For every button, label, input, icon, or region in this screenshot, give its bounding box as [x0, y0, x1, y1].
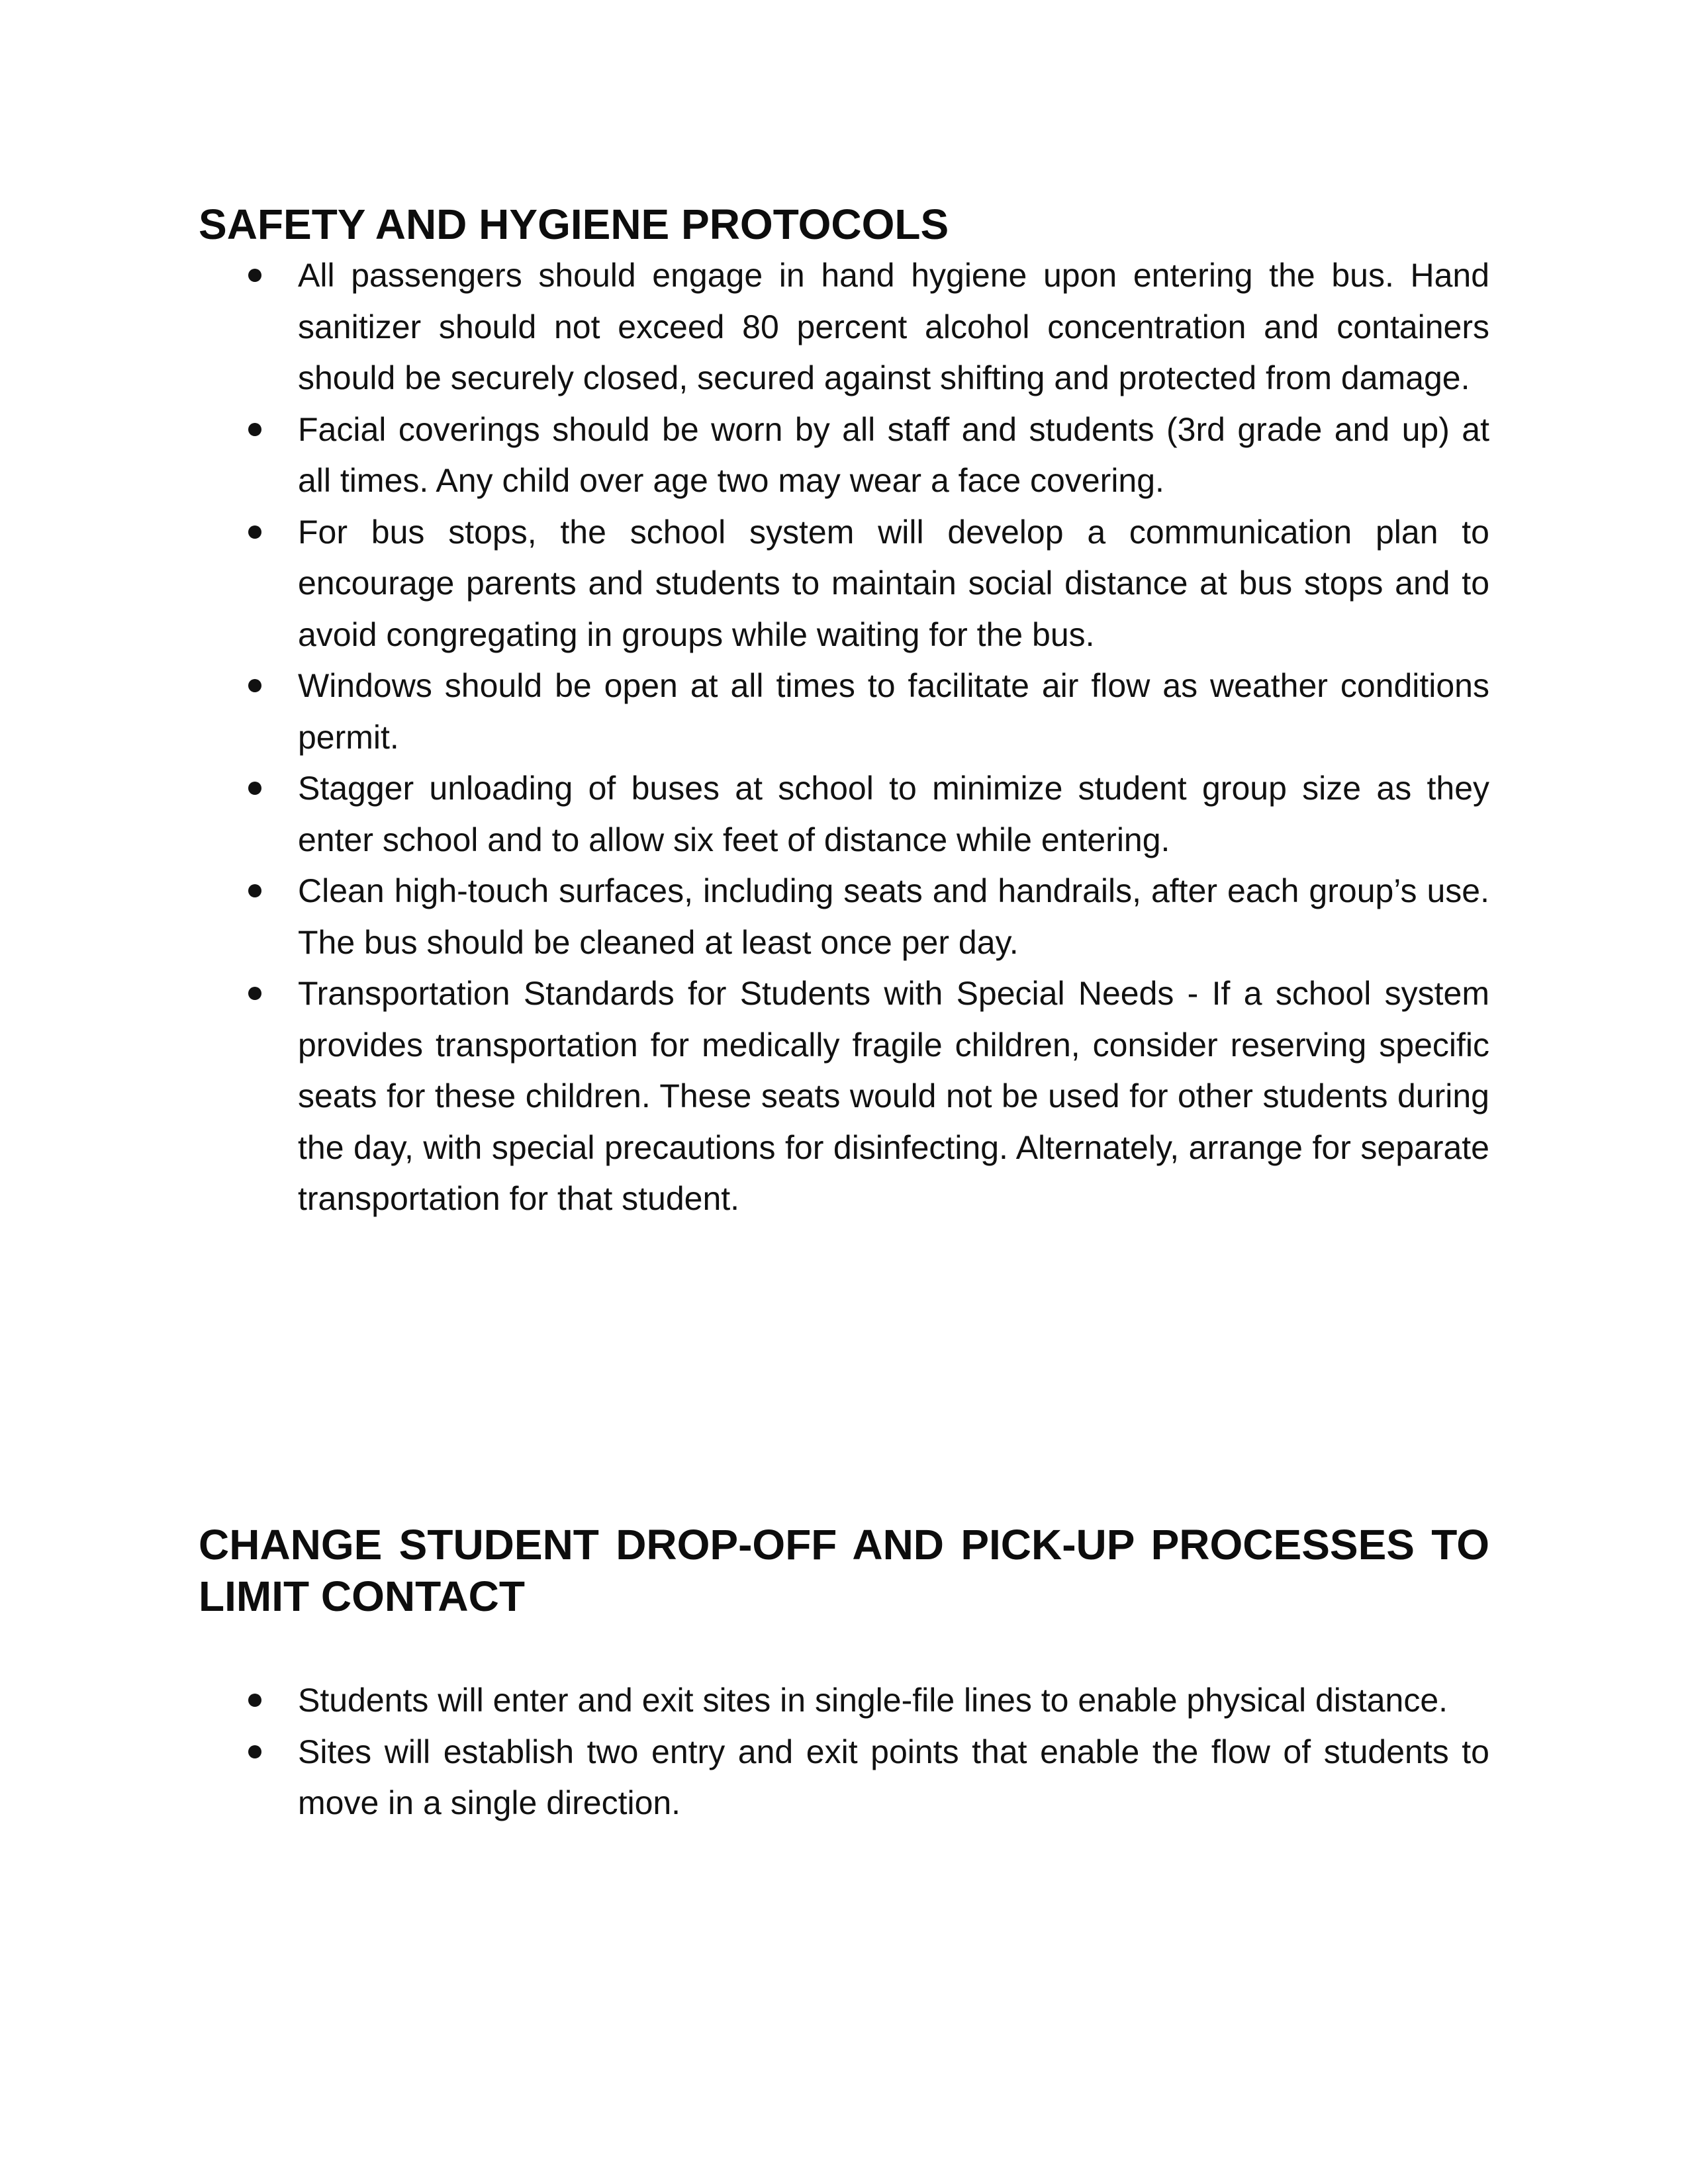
- list-item-text: Clean high-touch surfaces, including seats and handrails, after each group’s use. The bus should be cleaned at least once per day.: [298, 872, 1489, 961]
- list-item: [199, 660, 1489, 763]
- bullet-list: [199, 1675, 1489, 1829]
- list-item-text: Sites will establish two entry and exit points that enable the flow of students to move in a single direction.: [298, 1733, 1489, 1821]
- list-item-text: Students will enter and exit sites in single-file lines to enable physical distance.: [298, 1682, 1448, 1719]
- list-item: [199, 507, 1489, 661]
- section-heading: SAFETY AND HYGIENE PROTOCOLS: [199, 201, 949, 248]
- section-drop-off-pick-up: [199, 1519, 1489, 1829]
- list-item-text: For bus stops, the school system will develop a communication plan to encourage parents and students to maintain social distance at bus stops and to avoid congregating in groups while waiting for the bus.: [298, 513, 1489, 653]
- bullet-icon: [248, 679, 261, 692]
- list-item: [199, 1727, 1489, 1829]
- section-heading: CHANGE STUDENT DROP-OFF AND PICK-UP PROCESSES TO LIMIT CONTACT: [199, 1521, 1489, 1620]
- list-item: [199, 250, 1489, 404]
- list-item: [199, 404, 1489, 507]
- list-item-text: All passengers should engage in hand hygiene upon entering the bus. Hand sanitizer should not exceed 80 percent alcohol concentration and containers should be securely closed, secured against shifting and protected from damage.: [298, 257, 1489, 396]
- section-safety-hygiene: [199, 199, 1489, 1225]
- bullet-icon: [248, 884, 261, 897]
- list-item-text: Transportation Standards for Students with Special Needs - If a school system provides transportation for medically fragile children, consider reserving specific seats for these children. These seats would not be used for other students during the day, with special precautions for disinfecting. Alternately, arrange for separate transportation for that student.: [298, 975, 1489, 1217]
- bullet-icon: [248, 525, 261, 539]
- list-item: [199, 866, 1489, 968]
- list-item: [199, 1675, 1489, 1727]
- list-item: [199, 968, 1489, 1225]
- list-item-text: Stagger unloading of buses at school to minimize student group size as they enter school and to allow six feet of distance while entering.: [298, 770, 1489, 858]
- bullet-icon: [248, 423, 261, 436]
- list-item: [199, 763, 1489, 866]
- list-item-text: Facial coverings should be worn by all staff and students (3rd grade and up) at all times. Any child over age two may wear a face covering.: [298, 410, 1489, 499]
- bullet-icon: [248, 782, 261, 795]
- bullet-icon: [248, 1694, 261, 1707]
- bullet-icon: [248, 269, 261, 282]
- bullet-list: [199, 250, 1489, 1225]
- bullet-icon: [248, 987, 261, 1000]
- list-item-text: Windows should be open at all times to facilitate air flow as weather conditions permit.: [298, 667, 1489, 756]
- bullet-icon: [248, 1745, 261, 1758]
